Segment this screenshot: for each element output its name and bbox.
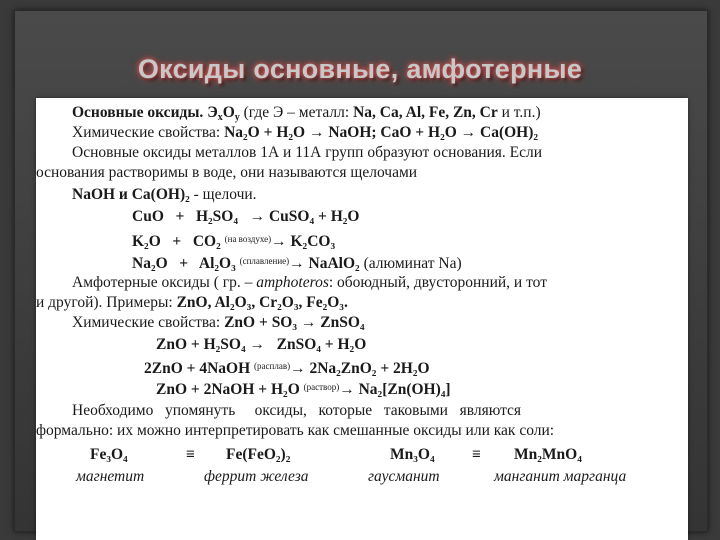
reaction-zno-h2so4: ZnO + H₂SO₄ → ZnSO₄ + H₂O <box>156 336 367 353</box>
text-reaction: → K₂CO₃ <box>271 233 336 250</box>
text-line-examples <box>36 294 348 312</box>
slide-title: Оксиды основные, амфотерные <box>137 54 583 84</box>
text-line-alkalis <box>72 186 257 204</box>
text-subscript: y <box>234 112 240 123</box>
text-term: amphoteros <box>256 274 329 291</box>
text-line-10: формально: их можно интерпретировать как смешанные оксиды или как соли: <box>36 422 555 439</box>
text-line-9: Необходимо упомянуть оксиды, которые таковыми являются <box>72 402 522 419</box>
text-plain: (алюминат Na) <box>359 255 462 272</box>
formula-fe-feo2: Fe(FeO₂)₂ <box>226 446 291 463</box>
text-reaction: Na₂O + Al₂O₃ <box>132 255 236 272</box>
document-page <box>36 98 688 540</box>
text-formula: O <box>222 104 235 121</box>
reaction-zno-naoh-melt <box>144 357 430 378</box>
text-line-amphoteric <box>72 274 547 292</box>
text-plain: Химические свойства: <box>72 124 225 141</box>
text-subscript: x <box>217 112 223 123</box>
text-formula: NaOH и Ca(OH)₂ <box>72 186 190 203</box>
text-formula: ZnO, Al₂O₃, Cr₂O₃, Fe₂O₃. <box>176 294 348 311</box>
text-reaction: → NaAlO₂ <box>289 255 360 272</box>
name-hausmannite: гаусманит <box>368 468 440 485</box>
equiv-sign: ≡ <box>186 446 195 463</box>
text-plain: - щелочи. <box>189 186 257 203</box>
name-magnetite: магнетит <box>76 468 145 485</box>
text-reaction: ZnO + 2NaOH + H₂O <box>156 381 300 398</box>
text-plain: Амфотерные оксиды ( гр. – <box>72 274 257 291</box>
text-plain: Химические свойства: <box>72 314 225 331</box>
equiv-sign: ≡ <box>472 446 481 463</box>
reaction-k2o <box>132 230 335 251</box>
text-reaction: K₂O + CO₂ <box>132 233 221 250</box>
text-line-3: Основные оксиды металлов 1А и 11А групп образуют основания. Если <box>72 144 543 161</box>
reaction-zno-naoh-solution <box>156 378 451 399</box>
text-line-4: основания растворимы в воде, они называются щелочами <box>36 164 418 181</box>
formula-mn3o4: Mn₃O₄ <box>390 446 435 463</box>
text-reaction: Na₂O + H₂O → NaOH; CaO + H₂O → Ca(OH)₂ <box>224 124 539 141</box>
reaction-na2o <box>132 252 462 273</box>
formula-mn2mno4: Mn₂MnO₄ <box>514 446 582 463</box>
text-reaction: → Na₂[Zn(OH)₄] <box>339 381 451 398</box>
text-metals: Na, Ca, Al, Fe, Zn, Cr <box>353 104 498 121</box>
text-plain: : обоюдный, двусторонний, и тот <box>328 274 547 291</box>
text-reaction: → 2Na₂ZnO₂ + 2H₂O <box>290 360 430 377</box>
text-plain: (где Э – металл: <box>239 104 354 121</box>
text-condition: (раствор) <box>303 382 340 392</box>
formula-fe3o4: Fe₃O₄ <box>90 446 128 463</box>
text-plain: и т.п.) <box>497 104 541 121</box>
text-reaction: ZnO + SO₃ → ZnSO₄ <box>224 314 365 331</box>
text-line-basic-oxides <box>72 104 541 122</box>
reaction-cuo: CuO + H₂SO₄ → CuSO₄ + H₂O <box>132 208 360 225</box>
text-reaction: 2ZnO + 4NaOH <box>144 360 251 377</box>
name-manganese-manganite: манганит марганца <box>494 468 627 485</box>
name-iron-ferrite: феррит железа <box>204 468 309 485</box>
text-term: Основные оксиды. <box>72 104 204 121</box>
text-line-chem-props-1 <box>72 124 538 142</box>
text-line-chem-props-2 <box>72 314 365 332</box>
text-condition: (расплав) <box>254 361 291 371</box>
text-plain: и другой). Примеры: <box>36 294 177 311</box>
text-condition: (на воздухе) <box>224 234 272 244</box>
text-condition: (сплавление) <box>239 256 290 266</box>
text-formula: Э <box>203 104 218 121</box>
